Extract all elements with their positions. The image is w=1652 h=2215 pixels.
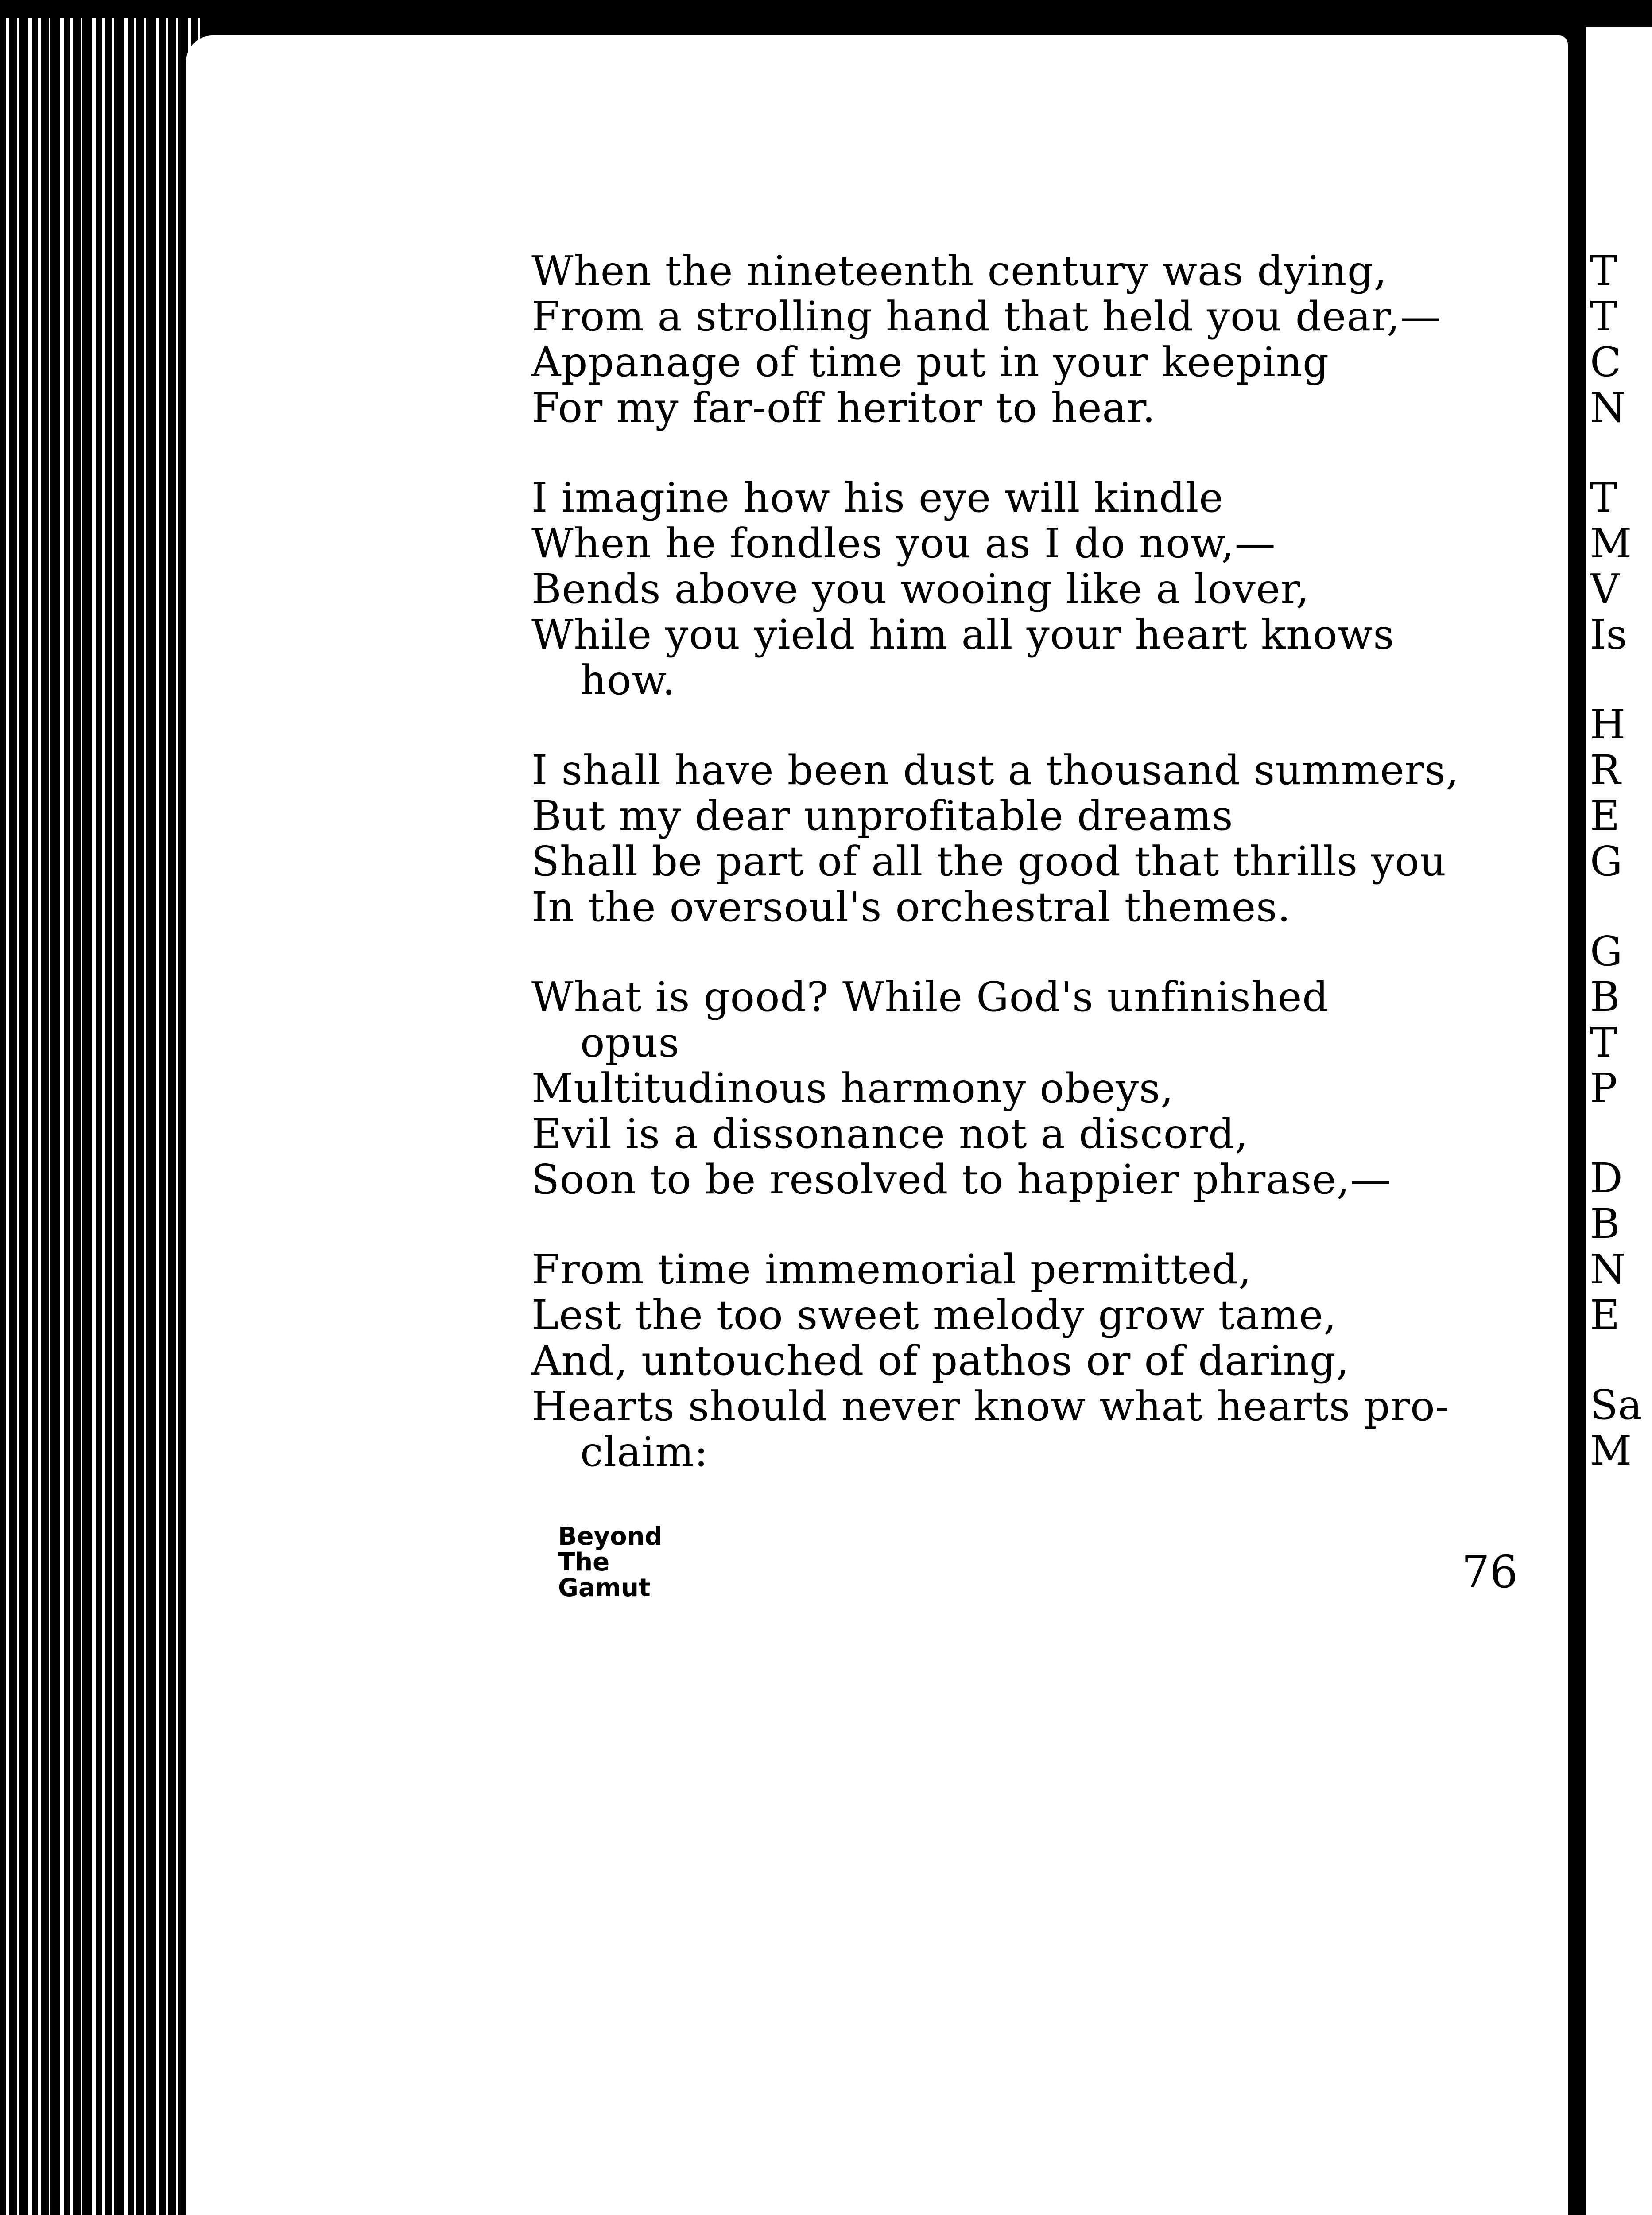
poem-line: Hearts should never know what hearts pro- <box>531 1383 1450 1430</box>
footer-title-line: Beyond <box>558 1522 663 1551</box>
facing-letter: D <box>1590 1154 1623 1202</box>
facing-stanza <box>1590 1382 1652 1473</box>
facing-letter: G <box>1590 928 1623 975</box>
stanza-5 <box>531 1247 1532 1475</box>
footer-title-line: Gamut <box>558 1574 651 1602</box>
facing-letter: T <box>1590 293 1617 340</box>
facing-letter: M <box>1590 520 1632 567</box>
running-footer-title <box>558 1524 663 1601</box>
poem-line: While you yield him all your heart knows <box>531 611 1395 658</box>
poem-line: I shall have been dust a thousand summers, <box>531 746 1459 794</box>
poem-line: In the oversoul's orchestral themes. <box>531 883 1291 931</box>
facing-stanza <box>1590 248 1652 431</box>
poem-line: For my far-off heritor to hear. <box>531 384 1156 431</box>
facing-letter: G <box>1590 838 1623 885</box>
facing-letter: C <box>1590 338 1621 386</box>
stanza-3 <box>531 747 1532 930</box>
facing-letter: M <box>1590 1427 1632 1474</box>
stanza-2 <box>531 475 1532 703</box>
poem-line: And, untouched of pathos or of daring, <box>531 1337 1350 1384</box>
facing-letter: P <box>1590 1065 1617 1112</box>
facing-letter: T <box>1590 474 1617 521</box>
poem-line: Evil is a dissonance not a discord, <box>531 1110 1249 1158</box>
facing-letter: V <box>1590 565 1620 613</box>
page-number: 76 <box>1462 1546 1518 1598</box>
poem-line: Shall be part of all the good that thrills you <box>531 838 1446 885</box>
facing-letter: N <box>1590 1246 1626 1293</box>
poem-line: Soon to be resolved to happier phrase,— <box>531 1156 1391 1203</box>
poem-line: From time immemorial permitted, <box>531 1246 1252 1293</box>
poem-line-continuation: how. <box>580 657 676 704</box>
facing-stanza <box>1590 929 1652 1111</box>
facing-page-fragments <box>1590 248 1652 1518</box>
stanza-4 <box>531 974 1532 1202</box>
facing-letter: E <box>1590 1291 1620 1339</box>
facing-letter: T <box>1590 248 1617 295</box>
poem-line: Multitudinous harmony obeys, <box>531 1065 1174 1112</box>
poem-line: From a strolling hand that held you dear,— <box>531 293 1442 340</box>
facing-stanza <box>1590 702 1652 884</box>
page-edge-stripes <box>0 18 208 2215</box>
facing-letter: T <box>1590 1019 1617 1066</box>
poem-line: Bends above you wooing like a lover, <box>531 565 1310 613</box>
poem-line: Lest the too sweet melody grow tame, <box>531 1291 1337 1339</box>
poem-line-continuation: claim: <box>580 1428 709 1476</box>
poem-line: Appanage of time put in your keeping <box>531 338 1329 386</box>
footer-title-line: The <box>558 1548 610 1577</box>
poem-line: What is good? While God's unfinished <box>531 973 1329 1021</box>
poem-line-continuation: opus <box>580 1019 680 1066</box>
facing-letter: N <box>1590 384 1626 431</box>
poem-line: I imagine how his eye will kindle <box>531 474 1224 521</box>
facing-letter: E <box>1590 792 1620 839</box>
facing-letter: B <box>1590 1200 1620 1247</box>
poem-line: But my dear unprofitable dreams <box>531 792 1233 839</box>
facing-letter: Sa <box>1590 1381 1642 1429</box>
poem-body <box>531 248 1532 1519</box>
facing-letter: B <box>1590 973 1620 1021</box>
facing-letter: R <box>1590 746 1621 794</box>
stanza-1 <box>531 248 1532 431</box>
poem-line: When he fondles you as I do now,— <box>531 520 1276 567</box>
poem-line: When the nineteenth century was dying, <box>531 247 1387 295</box>
facing-letter: H <box>1590 701 1626 748</box>
facing-letter: Is <box>1590 611 1627 658</box>
facing-stanza <box>1590 1155 1652 1338</box>
facing-stanza <box>1590 475 1652 657</box>
